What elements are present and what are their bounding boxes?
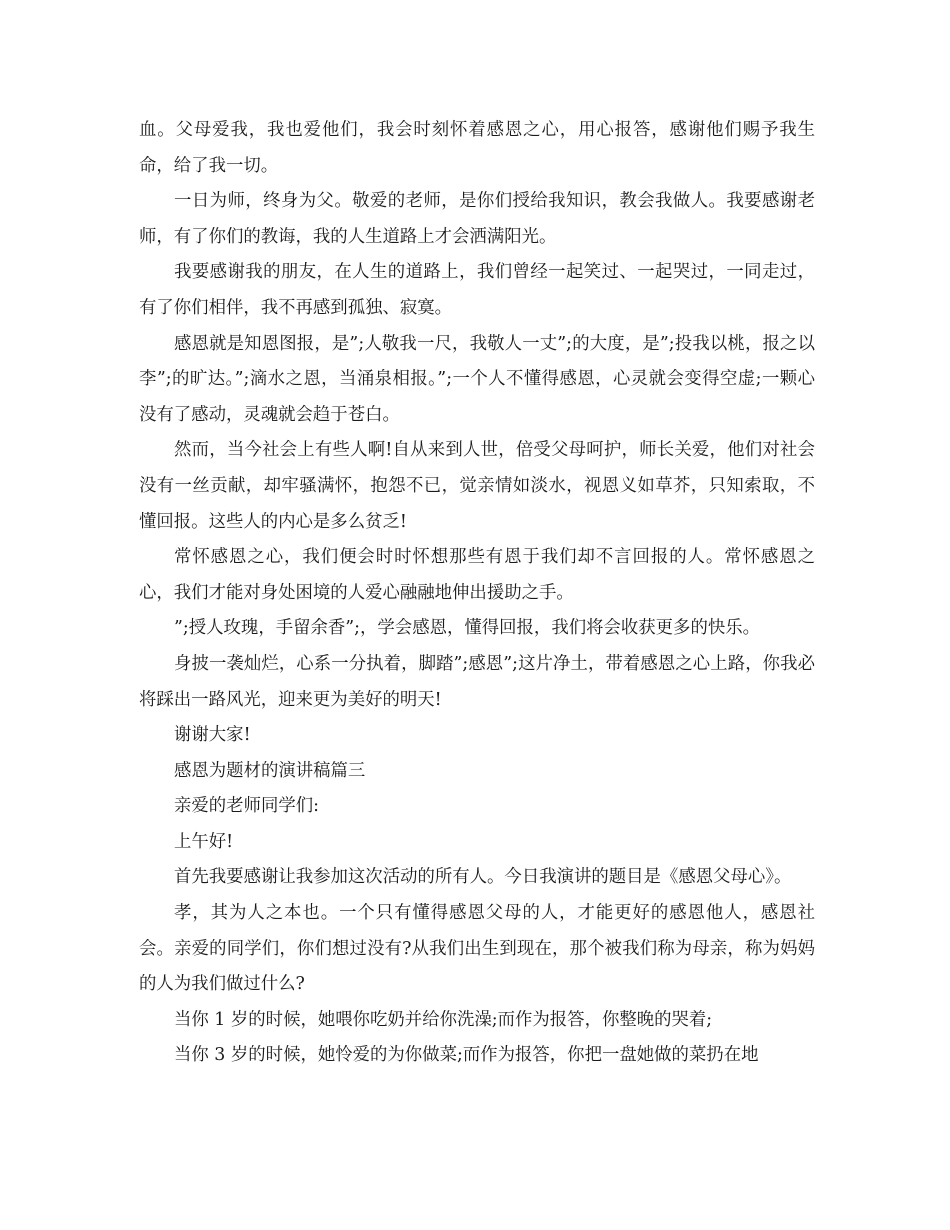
paragraph: 我要感谢我的朋友，在人生的道路上，我们曾经一起笑过、一起哭过，一同走过，有了你们相伴，我不再感到孤独、寂寞。 [139, 262, 815, 318]
paragraph: 血。父母爱我，我也爱他们，我会时刻怀着感恩之心，用心报答，感谢他们赐予我生命，给了我一切。 [139, 120, 815, 176]
paragraph: 首先我要感谢让我参加这次活动的所有人。今日我演讲的题目是《感恩父母心》。 [174, 867, 792, 888]
paragraph: 当你 1 岁的时候，她喂你吃奶并给你洗澡;而作为报答，你整晚的哭着; [174, 1009, 713, 1030]
salutation: 亲爱的老师同学们: [174, 796, 319, 817]
greeting: 上午好! [174, 831, 234, 852]
paragraph: 身披一袭灿烂，心系一分执着，脚踏”;感恩”;这片净土，带着感恩之心上路，你我必将踩出一路风光，迎来更为美好的明天! [139, 653, 815, 710]
paragraph: 常怀感恩之心，我们便会时时怀想那些有恩于我们却不言回报的人。常怀感恩之心，我们才能对身处困境的人爱心融融地伸出援助之手。 [139, 547, 815, 603]
section-heading: 感恩为题材的演讲稿篇三 [174, 760, 366, 781]
paragraph: 一日为师，终身为父。敬爱的老师，是你们授给我知识，教会我做人。我要感谢老师，有了你们的教诲，我的人生道路上才会洒满阳光。 [139, 191, 815, 247]
paragraph: ”;授人玫瑰，手留余香”;，学会感恩，懂得回报，我们将会收获更多的快乐。 [174, 618, 761, 639]
document-body [139, 113, 815, 1074]
paragraph: 然而，当今社会上有些人啊!自从来到人世，倍受父母呵护，师长关爱，他们对社会没有一丝贡献，却牢骚满怀，抱怨不已，觉亲情如淡水，视恩义如草芥，只知索取，不懂回报。这些人的内心是多么贫乏! [139, 440, 815, 532]
paragraph: 当你 3 岁的时候，她怜爱的为你做菜;而作为报答，你把一盘她做的菜扔在地 [174, 1045, 759, 1066]
paragraph: 孝，其为人之本也。一个只有懂得感恩父母的人，才能更好的感恩他人，感恩社会。亲爱的同学们，你们想过没有?从我们出生到现在，那个被我们称为母亲，称为妈妈的人为我们做过什么? [139, 903, 815, 995]
closing-line: 谢谢大家! [174, 725, 251, 746]
paragraph: 感恩就是知恩图报，是”;人敬我一尺，我敬人一丈”;的大度，是”;投我以桃，报之以李”;的旷达。”;滴水之恩，当涌泉相报。”;一个人不懂得感恩，心灵就会变得空虚;一颗心没有了感动，灵魂就会趋于苍白。 [139, 333, 815, 425]
